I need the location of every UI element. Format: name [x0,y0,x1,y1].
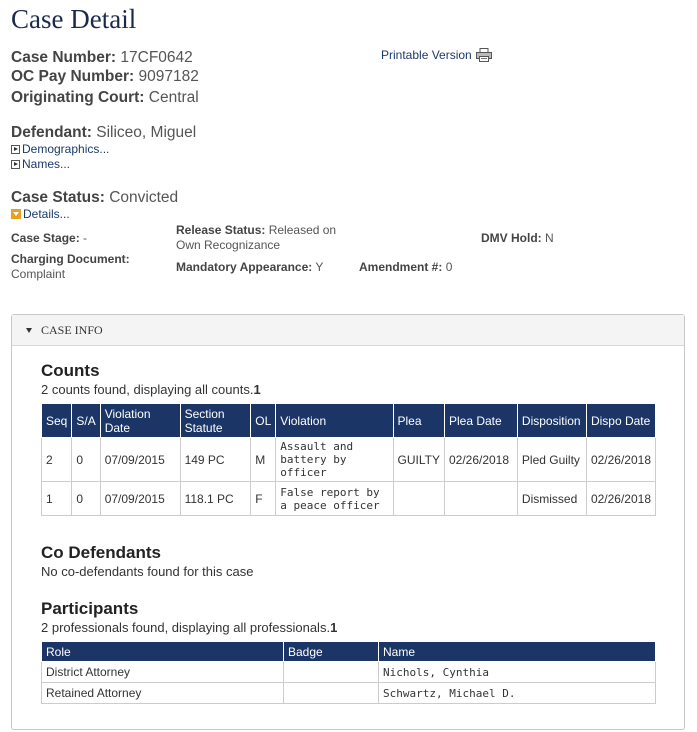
counts-table [41,403,656,516]
cell-role: Retained Attorney [42,683,284,704]
oc-pay-label: OC Pay Number: [11,68,135,85]
dmv-hold-label: DMV Hold: [481,231,542,245]
details-toggle[interactable] [11,207,70,221]
cell-ol: M [251,438,276,482]
cell-plea-date: 02/26/2018 [444,438,517,482]
participants-page-link[interactable]: 1 [330,620,338,635]
release-status-value-2: Own Recognizance [176,238,281,252]
charging-document-value: Complaint [11,267,66,281]
defendant-name: Siliceo, Miguel [96,124,197,141]
collapse-icon[interactable] [11,209,21,219]
col-dispo-date: Dispo Date [586,404,655,438]
cell-sa: 0 [72,438,100,482]
codefendants-message: No co-defendants found for this case [41,564,254,579]
col-name: Name [379,642,656,662]
defendant-label: Defendant: [11,124,92,141]
table-row [42,438,656,482]
case-status-label: Case Status: [11,189,105,206]
col-seq: Seq [42,404,72,438]
participants-table [41,641,656,704]
cell-violation: False report by a peace officer [276,482,393,516]
cell-violation-date: 07/09/2015 [100,482,180,516]
participants-summary-text: 2 professionals found, displaying all professionals. [41,620,331,635]
originating-court-label: Originating Court: [11,89,145,106]
participants-header-row [42,642,656,662]
release-status-label: Release Status: [176,223,266,237]
col-badge: Badge [284,642,379,662]
names-link[interactable]: Names... [22,157,71,171]
codefendants-title: Co Defendants [41,543,161,562]
charging-document-label: Charging Document: [11,252,130,266]
oc-pay-value: 9097182 [138,68,199,85]
col-ol: OL [251,404,276,438]
details-link[interactable]: Details... [23,207,70,221]
col-section-statute: Section Statute [180,404,251,438]
case-stage-value: - [83,231,88,245]
counts-summary-text: 2 counts found, displaying all counts. [41,382,254,397]
amendment-value: 0 [445,260,453,274]
col-violation: Violation [276,404,393,438]
col-role: Role [42,642,284,662]
demographics-link[interactable]: Demographics... [22,142,110,156]
case-number [11,48,193,68]
oc-pay-number [11,67,199,87]
counts-summary [41,382,261,397]
mandatory-appearance [176,260,323,275]
cell-role: District Attorney [42,662,284,683]
cell-seq: 1 [42,482,72,516]
case-status [11,188,178,208]
participants-summary [41,620,337,635]
defendant [11,123,196,143]
cell-violation: Assault and battery by officer [276,438,393,482]
participants-title: Participants [41,599,139,618]
counts-header-row [42,404,656,438]
printable-version-link[interactable] [381,48,492,62]
col-sa: S/A [72,404,100,438]
demographics-toggle[interactable] [11,142,109,156]
col-plea: Plea [393,404,444,438]
case-number-value: 17CF0642 [120,49,193,66]
cell-seq: 2 [42,438,72,482]
dmv-hold-value: N [545,231,554,245]
cell-name: Nichols, Cynthia [379,662,656,683]
charging-document [11,252,130,282]
amendment-number [359,260,452,275]
table-row [42,662,656,683]
dmv-hold [481,231,554,246]
originating-court [11,88,199,108]
originating-court-value: Central [148,89,199,106]
cell-name: Schwartz, Michael D. [379,683,656,704]
col-disposition: Disposition [517,404,586,438]
cell-sa: 0 [72,482,100,516]
cell-violation-date: 07/09/2015 [100,438,180,482]
table-row [42,482,656,516]
expand-icon[interactable] [11,160,20,169]
cell-section-statute: 118.1 PC [180,482,251,516]
names-toggle[interactable] [11,157,70,171]
cell-plea: GUILTY [393,438,444,482]
mandatory-appearance-label: Mandatory Appearance: [176,260,313,274]
printer-icon[interactable] [476,48,492,62]
page-title: Case Detail [11,4,137,34]
case-status-value: Convicted [109,189,179,206]
mandatory-appearance-value: Y [315,260,324,274]
cell-dispo-date: 02/26/2018 [586,482,655,516]
cell-badge [284,683,379,704]
col-violation-date: Violation Date [100,404,180,438]
col-plea-date: Plea Date [444,404,517,438]
expand-icon[interactable] [11,145,20,154]
case-number-label: Case Number: [11,49,117,66]
cell-badge [284,662,379,683]
counts-title: Counts [41,361,100,380]
release-status-value-1: Released on [268,223,337,237]
counts-page-link[interactable]: 1 [253,382,261,397]
case-info-title[interactable]: CASE INFO [41,322,103,337]
case-info-panel [11,314,685,730]
cell-disposition: Pled Guilty [517,438,586,482]
case-stage [11,231,87,246]
cell-disposition: Dismissed [517,482,586,516]
collapse-triangle-icon[interactable] [26,328,32,333]
cell-plea-date [444,482,517,516]
release-status [176,223,336,253]
cell-section-statute: 149 PC [180,438,251,482]
cell-ol: F [251,482,276,516]
cell-plea [393,482,444,516]
amendment-label: Amendment #: [359,260,443,274]
case-stage-label: Case Stage: [11,231,80,245]
case-info-header[interactable] [12,315,684,346]
printable-version-label[interactable]: Printable Version [381,48,472,62]
cell-dispo-date: 02/26/2018 [586,438,655,482]
table-row [42,683,656,704]
